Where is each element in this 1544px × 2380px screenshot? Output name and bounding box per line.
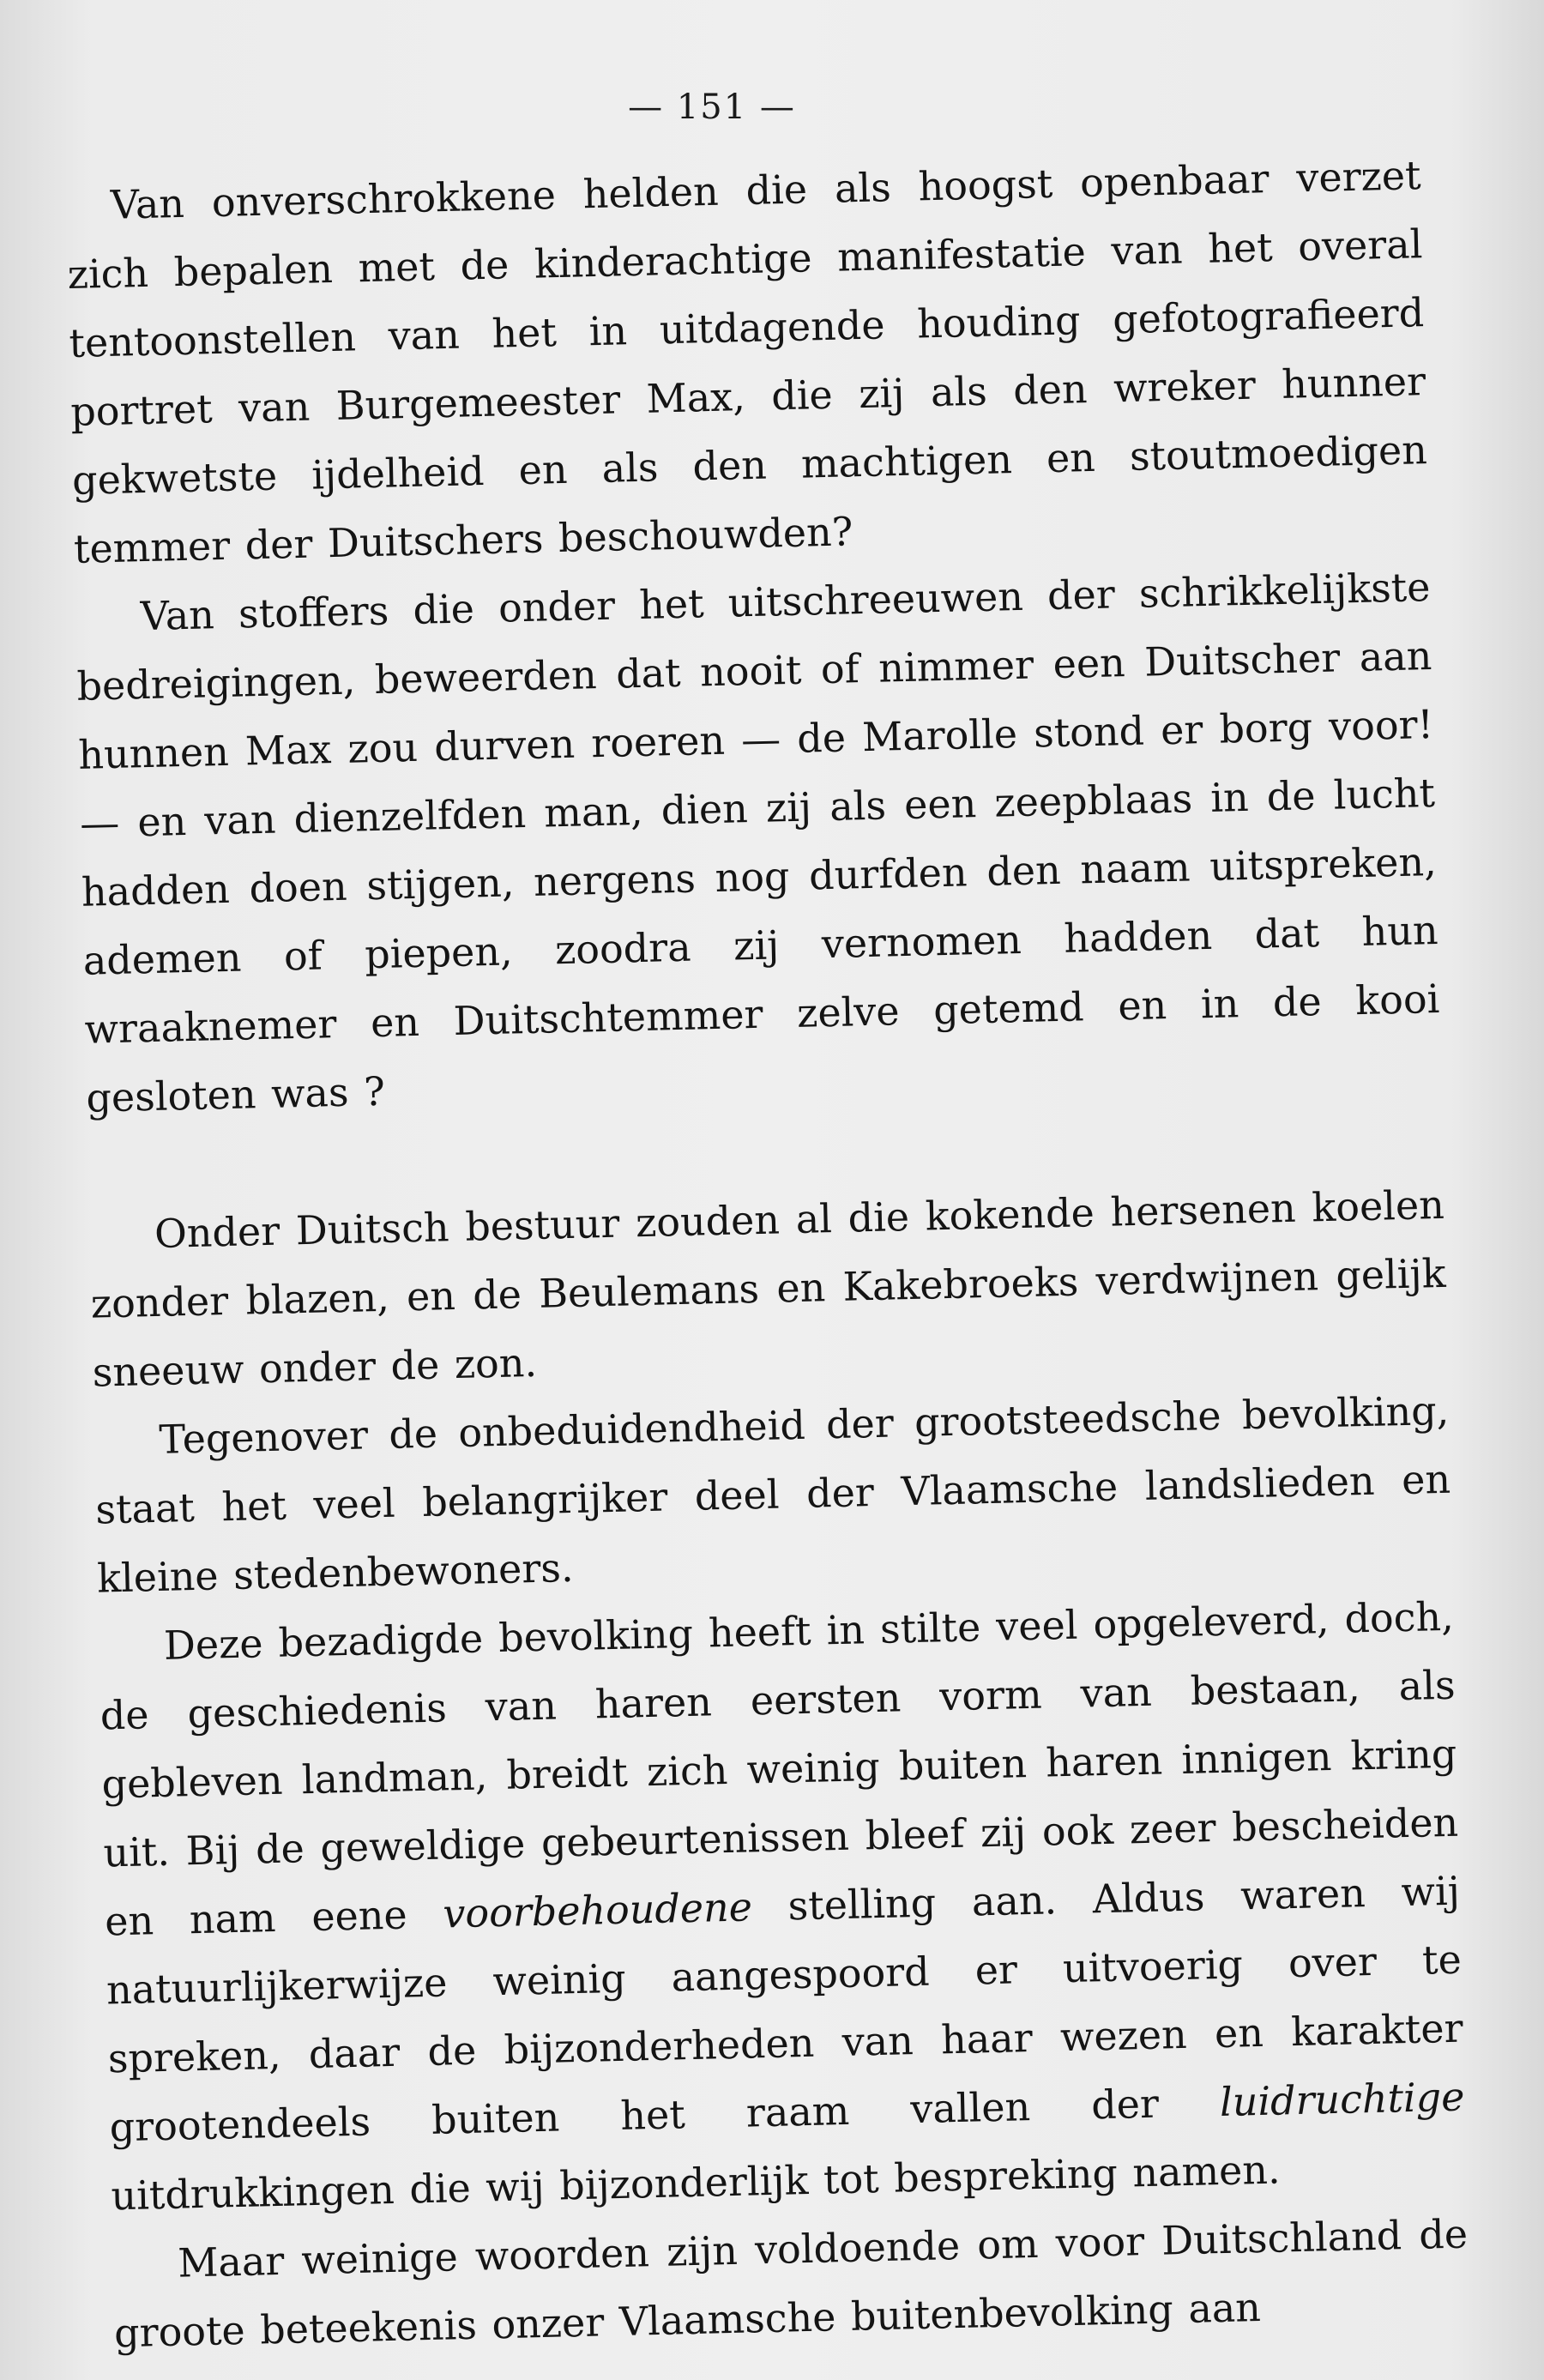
paragraph-5-part-2: stelling aan. Aldus waren wij natuurlijkerwijze weinig aangespoord er uitvoerig over te spreken, daar de bijzonderheden van haar wezen en karakter grootendeels buiten het raam vallen der [106, 1867, 1464, 2151]
paragraph-6: Maar weinige woorden zijn voldoende om voor Duitschland de groote beteekenis onzer Vlaamsche buitenbevolking aan [113, 2210, 1469, 2357]
body-text [65, 141, 1470, 2367]
paragraph-3: Onder Duitsch bestuur zouden al die kokende hersenen koelen zonder blazen, en de Beulemans en Kakebroeks verdwijnen gelijk sneeuw onder de zon. [90, 1181, 1447, 1396]
italic-word-luidruchtige: luidruchtige [1219, 2073, 1465, 2126]
paragraph-2: Van stoffers die onder het uitschreeuwen der schrikkelijkste bedreigingen, beweerden dat nooit of nimmer een Duitscher aan hunnen Max zou durven roeren — de Marolle stond er borg voor! — en van dienzelfden man, dien zij als een zeepblaas in de lucht hadden doen stijgen, nergens nog durfden den naam uitspreken, ademen of piepen, zoodra zij vernomen hadden dat hun wraaknemer en Duitschtemmer zelve getemd en in de kooi gesloten was ? [75, 564, 1440, 1121]
paragraph-5 [98, 1582, 1467, 2231]
page-number: — 151 — [628, 88, 796, 127]
paragraph-1: Van onverschrokkene helden die als hoogst openbaar verzet zich bepalen met de kinderachtige manifestatie van het overal tentoonstellen van het in uitdagende houding gefotografieerd portret van Burgemeester Max, die zij als den wreker hunner gekwetste ijdelheid en als den machtigen en stoutmoedigen temmer der Duitschers beschouwden? [67, 152, 1428, 572]
paragraph-4: Tegenover de onbeduidendheid der grootsteedsche bevolking, staat het veel belangrijker deel der Vlaamsche landslieden en kleine stedenbewoners. [94, 1386, 1451, 1602]
italic-word-voorbehoudene: voorbehoudene [442, 1883, 753, 1937]
paragraph-5-part-1: Deze bezadigde bevolking heeft in stilte veel opgeleverd, doch, de geschiedenis van haren eersten vorm van bestaan, als gebleven landman, breidt zich weinig buiten haren innigen kring uit. Bij de geweldige gebeurtenissen bleef zij ook zeer bescheiden en nam eene [100, 1592, 1459, 1945]
paragraph-5-part-3: uitdrukkingen die wij bijzonderlijk tot bespreking namen. [110, 2146, 1282, 2220]
